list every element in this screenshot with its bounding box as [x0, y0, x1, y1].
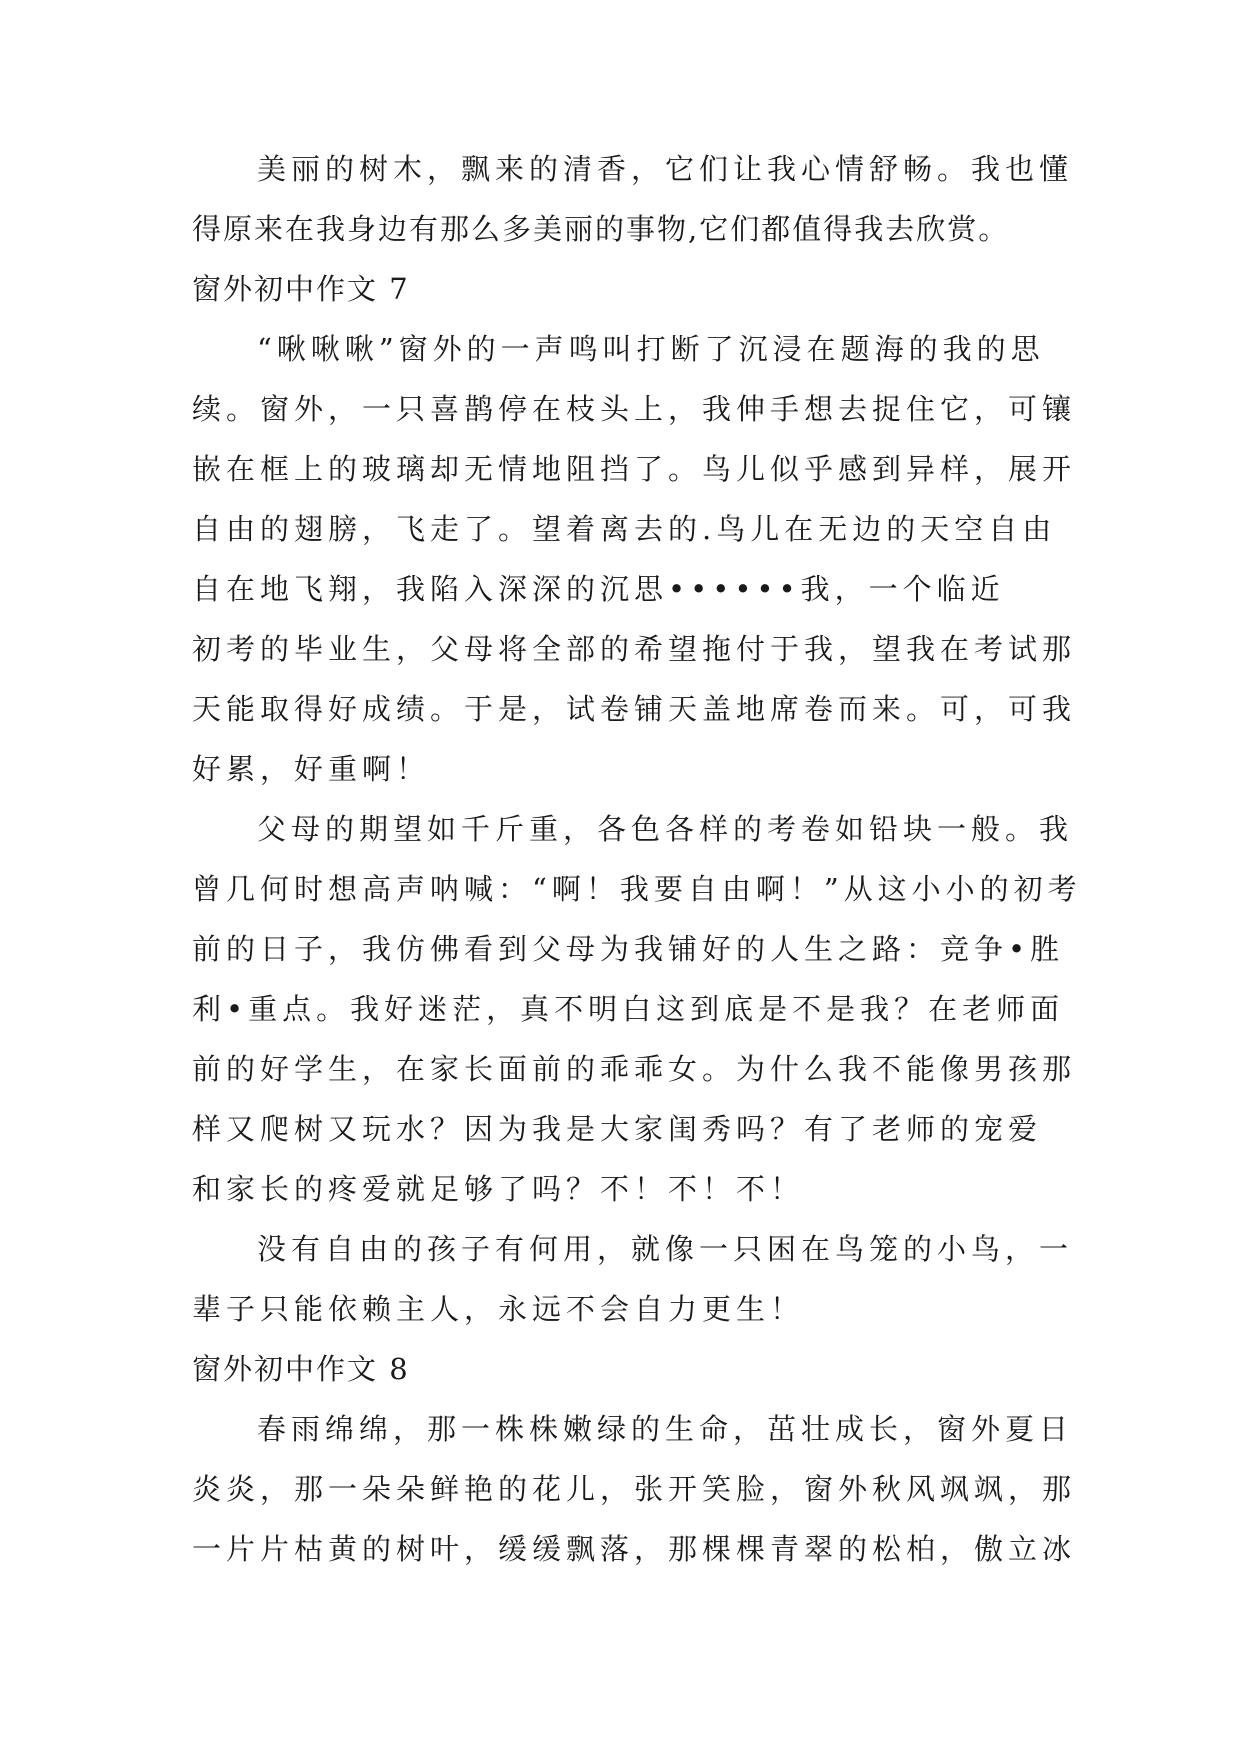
paragraph-line: 天能取得好成绩。于是，试卷铺天盖地席卷而来。可，可我: [192, 692, 1077, 726]
paragraph-line: 初考的毕业生，父母将全部的希望拖付于我，望我在考试那: [192, 632, 1077, 666]
paragraph-line: 父母的期望如千斤重，各色各样的考卷如铅块一般。我: [257, 812, 1074, 846]
paragraph-line: 好累，好重啊！: [192, 752, 431, 786]
section-heading: 窗外初中作文 8: [192, 1352, 410, 1386]
paragraph-line: 利•重点。我好迷茫，真不明白这到底是不是我？在老师面: [192, 992, 1065, 1026]
paragraph-line: 炎炎，那一朵朵鲜艳的花儿，张开笑脸，窗外秋风飒飒，那: [192, 1472, 1077, 1506]
paragraph-line: 得原来在我身边有那么多美丽的事物,它们都值得我去欣赏。: [192, 212, 1010, 246]
paragraph-line: 曾几何时想高声呐喊：“啊！我要自由啊！”从这小小的初考: [192, 872, 1082, 906]
paragraph-line: 自由的翅膀，飞走了。望着离去的.鸟儿在无边的天空自由: [192, 512, 1057, 546]
paragraph-line: 前的好学生，在家长面前的乖乖女。为什么我不能像男孩那: [192, 1052, 1077, 1086]
paragraph-line: 春雨绵绵，那一株株嫩绿的生命，茁壮成长，窗外夏日: [257, 1412, 1074, 1446]
paragraph-line: 辈子只能依赖主人，永远不会自力更生！: [192, 1292, 805, 1326]
paragraph-line: 和家长的疼爱就足够了吗？不！不！不！: [192, 1172, 805, 1206]
paragraph-line: 嵌在框上的玻璃却无情地阻挡了。鸟儿似乎感到异样，展开: [192, 452, 1077, 486]
paragraph-line: 自在地飞翔，我陷入深深的沉思••••••我，一个临近: [192, 572, 1005, 606]
paragraph-line: 续。窗外，一只喜鹊停在枝头上，我伸手想去捉住它，可镶: [192, 392, 1077, 426]
paragraph-line: 前的日子，我仿佛看到父母为我铺好的人生之路：竞争•胜: [192, 932, 1065, 966]
paragraph-line: 样又爬树又玩水？因为我是大家闺秀吗？有了老师的宠爱: [192, 1112, 1043, 1146]
paragraph-line: 美丽的树木，飘来的清香，它们让我心情舒畅。我也懂: [257, 152, 1074, 186]
section-heading: 窗外初中作文 7: [192, 272, 410, 306]
paragraph-line: 没有自由的孩子有何用，就像一只困在鸟笼的小鸟，一: [257, 1232, 1074, 1266]
paragraph-line: “啾啾啾”窗外的一声鸣叫打断了沉浸在题海的我的思: [257, 332, 1045, 366]
paragraph-line: 一片片枯黄的树叶，缓缓飘落，那棵棵青翠的松柏，傲立冰: [192, 1532, 1077, 1566]
